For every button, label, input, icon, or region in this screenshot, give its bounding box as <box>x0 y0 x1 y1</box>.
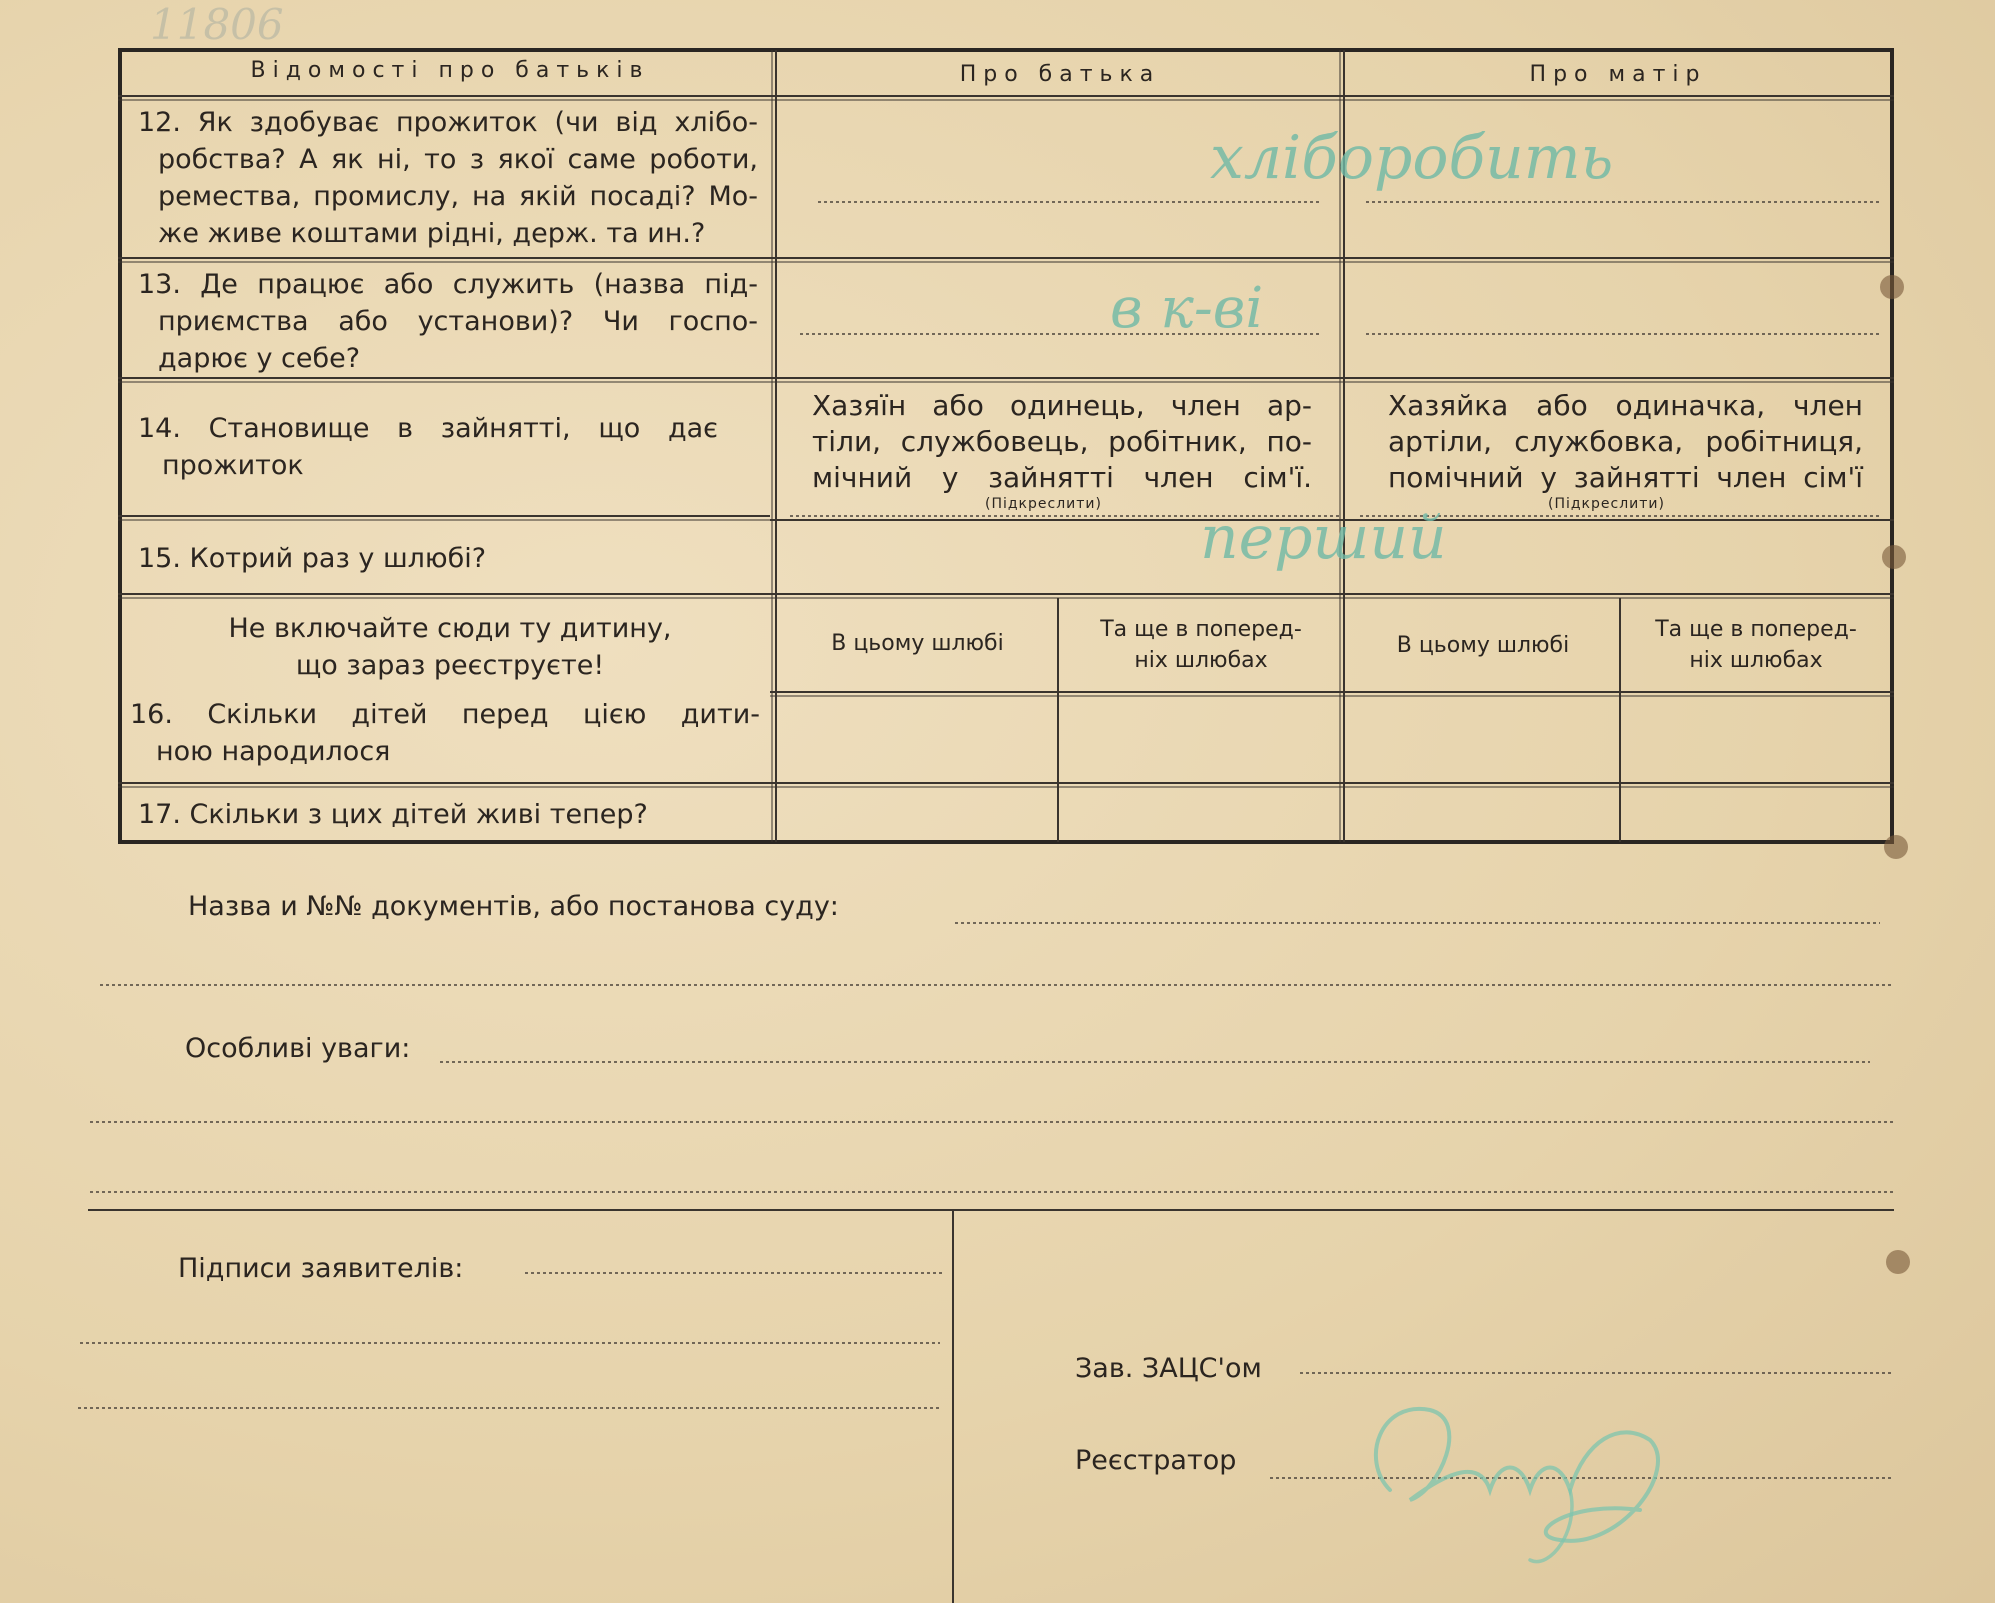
q13-line: приємства або установи)? Чи госпо- <box>158 306 758 337</box>
binding-hole <box>1882 545 1906 569</box>
father-option-line: тіли, службовець, робітник, по- <box>812 425 1312 458</box>
header-line: ніх шлюбах <box>1689 648 1823 673</box>
q16-note-line: що зараз реєструєте! <box>295 650 605 681</box>
question-14 <box>138 410 718 484</box>
q12-line: 12. Як здобуває прожиток (чи від хлібо- <box>138 107 758 138</box>
mother-option-line: Хазяйка або одиначка, член <box>1388 389 1863 422</box>
q16-line: 16. Скільки дітей перед цією дити- <box>130 699 760 730</box>
father-previous-marriages-header <box>1062 614 1340 676</box>
father-this-marriage-header: В цьому шлюбі <box>831 631 1004 656</box>
q12-line: робства? А як ні, то з якої саме роботи, <box>158 144 758 175</box>
header-mother: Про матір <box>1529 62 1707 87</box>
q13-line: дарює у себе? <box>158 343 361 374</box>
binding-hole <box>1886 1250 1910 1274</box>
q12-line: же живе коштами рідні, держ. та ин.? <box>158 218 706 249</box>
q16-line: ною народилося <box>156 736 391 767</box>
documents-label: Назва и №№ документів, або постанова суду: <box>188 891 839 922</box>
q14-mother-options <box>1388 388 1863 496</box>
question-13 <box>138 266 758 377</box>
registrar-signature <box>1320 1380 1720 1580</box>
father-option-line: мічний у зайнятті член сім'ї. <box>812 461 1312 494</box>
header-father: Про батька <box>959 62 1161 87</box>
q12-line: ремества, промислу, на якій посаді? Мо- <box>158 181 758 212</box>
question-16 <box>130 696 760 770</box>
header-line: Та ще в поперед- <box>1100 617 1302 642</box>
q14-father-note: (Підкреслити) <box>985 496 1102 512</box>
header-parents-info: Відомості про батьків <box>250 58 650 83</box>
father-option-line: Хазяїн або одинець, член ар- <box>812 389 1312 422</box>
question-15: 15. Котрий раз у шлюбі? <box>138 543 487 574</box>
mother-this-marriage-header: В цьому шлюбі <box>1396 633 1570 658</box>
signatures-label: Підписи заявителів: <box>178 1253 464 1284</box>
q14-line: 14. Становище в зайнятті, що дає <box>138 413 718 444</box>
mother-previous-marriages-header <box>1624 614 1888 676</box>
header-line: ніх шлюбах <box>1134 648 1268 673</box>
q16-note <box>140 610 760 684</box>
q13-line: 13. Де працює або служить (назва під- <box>138 269 758 300</box>
q12-father-answer: хліборобить <box>1210 123 1614 193</box>
q14-father-options <box>812 388 1312 496</box>
head-zags-label: Зав. ЗАЦС'ом <box>1075 1353 1262 1384</box>
q13-father-answer: в к-ві <box>1110 276 1264 341</box>
binding-hole <box>1880 275 1904 299</box>
remarks-label: Особливі уваги: <box>185 1033 411 1064</box>
header-line: Та ще в поперед- <box>1655 617 1857 642</box>
q14-line: прожиток <box>162 450 304 481</box>
mother-option-line: помічний у зайнятті член сім'ї <box>1388 461 1863 494</box>
question-17: 17. Скільки з цих дітей живі тепер? <box>138 799 648 830</box>
question-12 <box>138 104 758 252</box>
mother-option-line: артіли, службовка, робітниця, <box>1388 425 1863 458</box>
q15-answer: перший <box>1200 503 1447 573</box>
registrar-label: Реєстратор <box>1075 1445 1237 1476</box>
q16-note-line: Не включайте сюди ту дитину, <box>228 613 672 644</box>
binding-hole <box>1884 835 1908 859</box>
q14-mother-note: (Підкреслити) <box>1548 496 1665 512</box>
archive-number: 11806 <box>150 0 284 49</box>
